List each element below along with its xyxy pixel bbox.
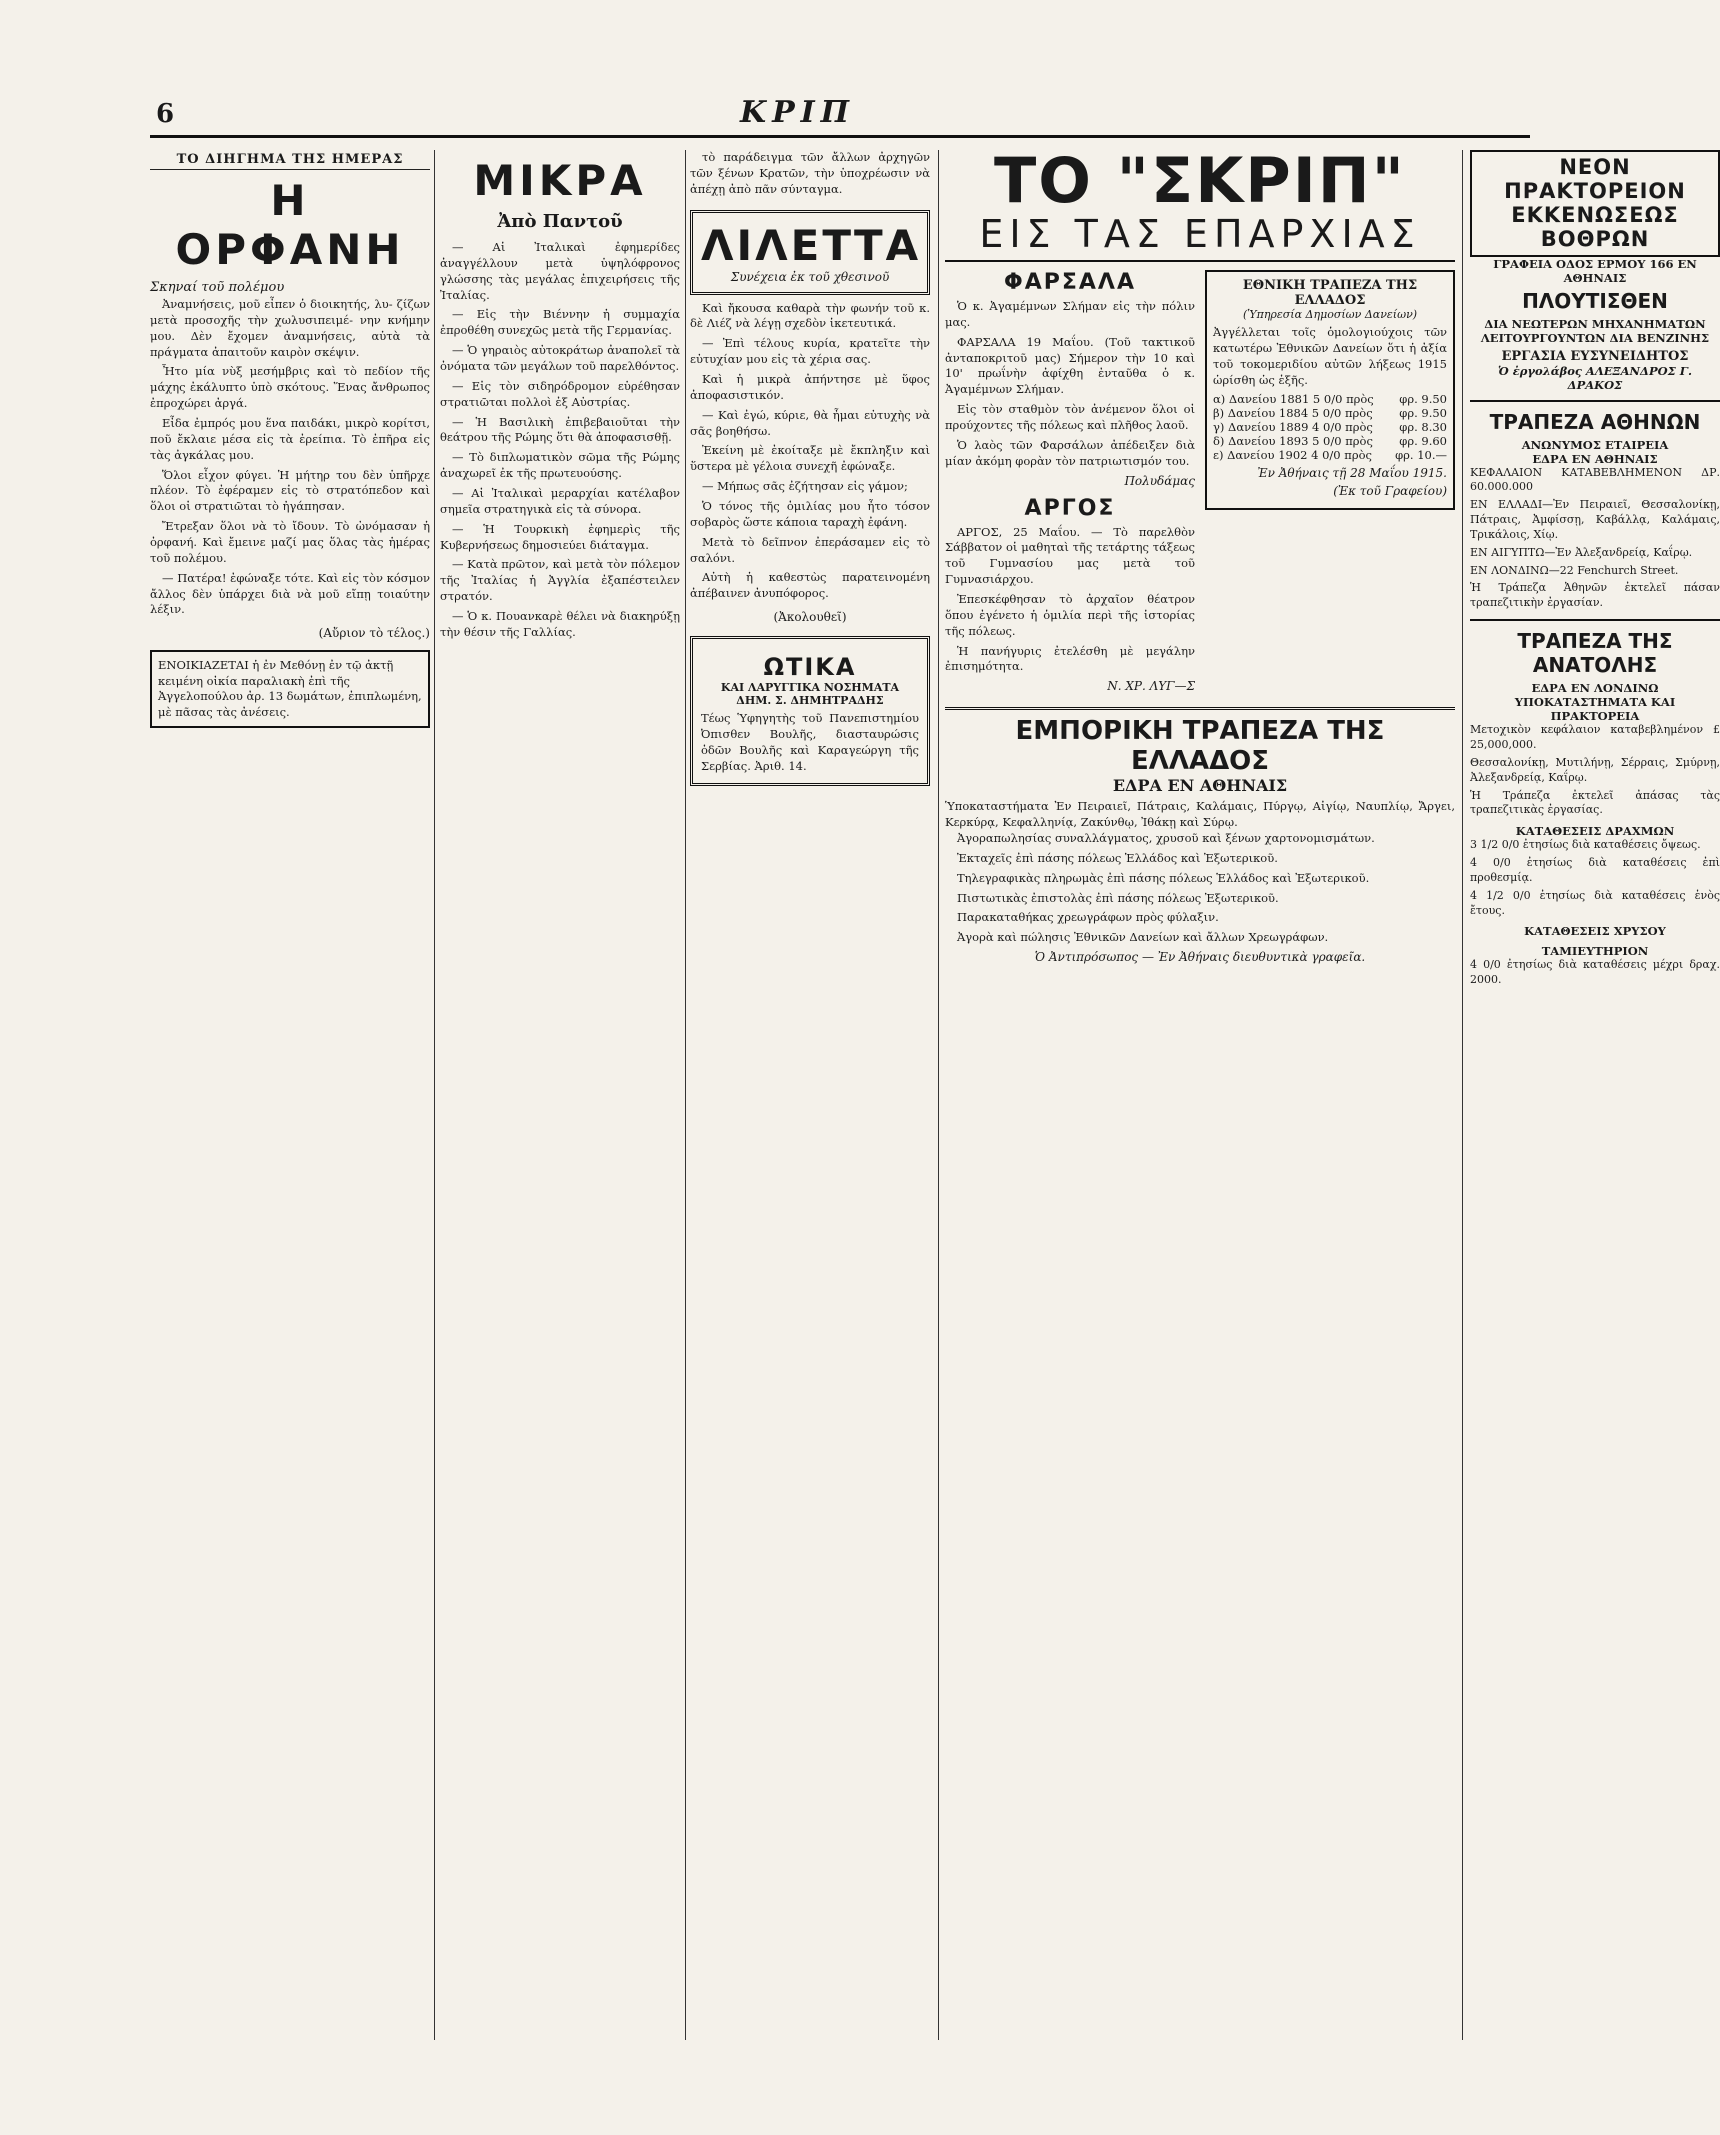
deposit-item: 3 1/2 0/0 ἐτησίως διὰ καταθέσεις ὄψεως. [1470,838,1701,852]
paragraph: ΦΑΡΣΑΛΑ 19 Μαΐου. (Τοῦ τακτικοῦ ἀνταποκριτοῦ μας) Σήμερον τὴν 10 καὶ 10' πρωΐνὴν ἀφίχθη ἐνταῦθα ὁ κ. Ἀγαμέμνων Σλήμαν. [945,334,1195,397]
service-item: Παρακαταθήκας χρεωγράφων πρὸς φύλαξιν. [957,910,1219,925]
story-title: Η ΟΡΦΑΝΗ [175,176,405,274]
doctor-ad-title: ΩΤΙΚΑ [763,653,857,682]
athens-bank-subtitle: ΑΝΩΝΥΜΟΣ ΕΤΑΙΡΕΙΑ [1521,437,1669,452]
rate-list [1213,392,1447,462]
place-heading: ΑΡΓΟΣ [1024,495,1116,521]
skrip-title: ΤΟ "ΣΚΡΙΠ" [994,144,1406,217]
paragraph: τὸ παράδειγμα τῶν ἄλλων ἀρχηγῶν τῶν ξένων Κρατῶν, τὴν ὑποχρέωσιν νὰ ἀπέχῃ ἀπὸ πᾶν σύνταγμα. [690,150,930,196]
paragraph: Θεσσαλονίκῃ, Μυτιλήνῃ, Σέρραις, Σμύρνῃ, Ἀλεξανδρείᾳ, Καΐρῳ. [1470,755,1720,784]
paragraph: Εἰς τὸν σταθμὸν τὸν ἀνέμενον ὅλοι οἱ προύχοντες τῆς πόλεως καὶ πλῆθος λαοῦ. [945,402,1195,433]
mikra-body [440,240,680,641]
newspaper-title: ΚΡΙΠ [740,95,856,130]
rate-row [1213,448,1447,462]
paragraph: Εἶδα ἐμπρός μου ἕνα παιδάκι, μικρὸ κορίτσι, ποῦ ἔκλαιε μέσα εἰς τὰ ἐρείπια. Τὸ ἐπῆρα εἰς τὰς ἀγκάλας μου. [150,416,430,462]
column-rule [685,150,686,2040]
page-number: 6 [156,99,175,129]
ad-agency-address: ΓΡΑΦΕΙΑ ΟΔΟΣ ΕΡΜΟΥ 166 ΕΝ ΑΘΗΝΑΙΣ [1493,256,1697,285]
national-bank-notice [1205,262,1455,697]
liletta-subtitle: Συνέχεια ἐκ τοῦ χθεσινοῦ [730,269,890,284]
paragraph: Ἡ Τράπεζα Ἀθηνῶν ἐκτελεῖ πάσαν τραπεζιτικὴν ἐργασίαν. [1470,581,1720,610]
paragraph: — Ἡ Βασιλικὴ ἐπιβεβαιοῦται τὴν θεάτρου τῆς Ρώμης ὅτι θὰ ἀποφασισθῇ. [440,414,680,445]
doctor-ad [690,636,930,785]
paragraph: Ὅλοι εἶχον φύγει. Ἡ μήτηρ του δὲν ὑπῆρχε πλέον. Τὸ ἐφέραμεν εἰς τὸ στρατόπεδον καὶ ὅλοι οἱ στρατιῶται τὸ ἠγάπησαν. [150,467,430,514]
paragraph: Μετοχικὸν κεφάλαιον καταβεβλημένον £ 25,000,000. [1470,723,1720,751]
rate-value: φρ. 8.30 [1399,420,1447,435]
ad-agency-work: ΕΡΓΑΣΙΑ ΕΥΣΥΝΕΙΔΗΤΟΣ [1501,348,1689,364]
paragraph: Ἐκείνη μὲ ἐκοίταξε μὲ ἔκπληξιν καὶ ὕστερα μὲ γέλοια συνεχῆ ἐφώναξε. [690,443,930,474]
column-ads [1470,150,1720,2040]
paragraph: ΕΝ ΑΙΓΥΠΤΩ—Ἐν Ἀλεξανδρείᾳ, Καΐρῳ. [1470,545,1693,559]
continued-note: (Αὔριον τὸ τέλος.) [318,626,430,641]
paragraph: — Καὶ ἐγώ, κύριε, θὰ ἦμαι εὐτυχὴς νὰ σᾶς βοηθήσω. [690,407,930,438]
bank-office: (Ἐκ τοῦ Γραφείου) [1333,484,1447,499]
service-item: Ἀγορὰ καὶ πώλησις Ἐθνικῶν Δανείων καὶ ἄλλων Χρεωγράφων. [957,930,1329,945]
masthead [150,95,1530,138]
column-mikra [440,150,680,2040]
story-subtitle: Σκηναί τοῦ πολέμου [150,280,285,295]
rate-value: φρ. 9.50 [1399,406,1447,421]
paragraph: ΑΡΓΟΣ, 25 Μαΐου. — Τὸ παρελθὸν Σάββατον οἱ μαθηταὶ τῆς τετάρτης τάξεως τοῦ Γυμνασίου μας μετὰ τοῦ Γυμνασιάρχου. [945,524,1195,587]
ad-agency-contractor: Ὁ ἐργολάβος ΑΛΕΞΑΝΔΡΟΣ Γ. ΔΡΑΚΟΣ [1498,363,1692,392]
classified-ad: ΕΝΟΙΚΙΑΖΕΤΑΙ ἡ ἐν Μεθόνῃ ἐν τῷ ἀκτῇ κειμένη οἰκία παραλιακὴ ἐπὶ τῆς Ἀγγελοπούλου ἀρ. 13 δωμάτων, ἐπιπλωμένη, μὲ πᾶσας τὰς ἀνέσεις. [150,650,430,728]
place-heading: ΦΑΡΣΑΛΑ [1004,270,1136,295]
anatolia-bank-body [1470,723,1720,818]
rate-label: γ) Δανείου 1889 4 0/0 πρὸς [1213,420,1373,435]
rate-row [1213,406,1447,420]
anatolia-bank-title: ΤΡΑΠΕΖΑ ΤΗΣ ΑΝΑΤΟΛΗΣ [1517,629,1673,678]
commercial-bank-branches: Ὑποκαταστήματα Ἐν Πειραιεῖ, Πάτραις, Καλάμαις, Πύργῳ, Αἰγίῳ, Ναυπλίῳ, Ἄργει, Κερκύρᾳ, Κεφαλληνίᾳ, Ζακύνθῳ, Ἰθάκῃ καὶ Σύρῳ. [945,799,1455,830]
column-rule [938,150,939,2040]
treasury-text: 4 0/0 ἐτησίως διὰ καταθέσεις μέχρι δραχ. 2000. [1470,958,1720,987]
paragraph: ΕΝ ΛΟΝΔΙΝΩ—22 Fenchurch Street. [1470,563,1679,577]
paragraph: Ἀναμνήσεις, μοῦ εἶπεν ὁ διοικητής, λυ- ζίζων μετὰ προσοχῆς τὴν χωλυσιπειμέ- νην κνήμην μου. Δὲν ἔχομεν ἀναμνήσεις, αὐτὰ τὰ πράγματα ἀπαιτοῦν καιρὸν σκέψιν. [150,297,430,359]
deposits-list [1470,838,1720,918]
athens-bank-body [1470,466,1720,612]
section-heading: ΤΟ ΔΙΗΓΗΜΑ ΤΗΣ ΗΜΕΡΑΣ [150,150,430,170]
liletta-title: ΛΙΛΕΤΤΑ [701,220,922,270]
rate-label: ε) Δανείου 1902 4 0/0 πρὸς [1213,448,1372,463]
column-skrip [945,144,1455,2040]
paragraph: Ἡ Τράπεζα ἐκτελεῖ ἀπάσας τὰς τραπεζιτικὰς ἐργασίας. [1470,788,1720,817]
continued-note: (Ἀκολουθεῖ) [773,610,847,625]
ad-agency-line: ΔΙΑ ΝΕΩΤΕΡΩΝ ΜΗΧΑΝΗΜΑΤΩΝ [1484,316,1706,331]
commercial-bank-footer: Ὁ Ἀντιπρόσωπος — Ἐν Ἀθήναις διευθυντικὰ γραφεῖα. [1034,950,1366,965]
paragraph: Ὁ κ. Ἀγαμέμνων Σλήμαν εἰς τὴν πόλιν μας. [945,299,1195,329]
anatolia-bank-branches: ΥΠΟΚΑΤΑΣΤΗΜΑΤΑ ΚΑΙ ΠΡΑΚΤΟΡΕΙΑ [1514,695,1676,724]
ad-agency-title: ΝΕΟΝ ΠΡΑΚΤΟΡΕΙΟΝ ΕΚΚΕΝΩΣΕΩΣ ΒΟΘΡΩΝ [1470,150,1720,257]
rate-label: β) Δανείου 1884 5 0/0 πρὸς [1213,406,1373,421]
doctor-ad-body: Τέως Ὑφηγητὴς τοῦ Πανεπιστημίου Ὀπισθεν Βουλῆς, διασταυρώσις ὁδῶν Βουλῆς καὶ Καραγεώργη τῆς Σερβίας. Ἀριθ. 14. [701,711,919,773]
paragraph: — Εἰς τὴν Βιέννην ἡ συμμαχία ἐπροθέθη συνεχῶς μετὰ τῆς Γερμανίας. [440,307,680,338]
paragraph: Ἡ πανήγυρις ἐτελέσθη μὲ μεγάλην ἐπισημότητα. [945,643,1195,674]
bank-subtitle: (Ὑπηρεσία Δημοσίων Δανείων) [1242,308,1418,321]
signature: Πολυδάμας [1124,473,1195,488]
paragraph: ΚΕΦΑΛΑΙΟΝ ΚΑΤΑΒΕΒΛΗΜΕΝΟΝ ΔΡ. 60.000.000 [1470,465,1720,494]
paragraph: — Αἱ Ἰταλικαὶ ἐφημερίδες ἀναγγέλλουν μετὰ ὑψηλόφρονος γλώσσης τὰς μεγάλας ἐπιχειρήσεις τῆς Ἰταλίας. [440,240,680,302]
commercial-bank-title: ΕΜΠΟΡΙΚΗ ΤΡΑΠΕΖΑ ΤΗΣ ΕΛΛΑΔΟΣ [945,707,1455,776]
paragraph: Ἦτο μία νὺξ μεσήμβρις καὶ τὸ πεδίον τῆς μάχης ἐκάλυπτο ὑπὸ σκότους. Ἕνας ἄνθρωπος ἐπροχώρει ἀργά. [150,364,430,411]
newspaper-page [150,95,1720,2055]
skrip-subtitle: ΕΙΣ ΤΑΣ ΕΠΑΡΧΙΑΣ [945,212,1455,262]
athens-bank-title: ΤΡΑΠΕΖΑ ΑΘΗΝΩΝ [1489,409,1701,434]
deposit-item: 4 0/0 ἐτησίως διὰ καταθέσεις ἐπὶ προθεσμίᾳ. [1470,856,1720,884]
paragraph: Καὶ ἤκουσα καθαρὰ τὴν φωνήν τοῦ κ. δὲ Λιέζ νὰ λέγῃ σχεδὸν ἱκετευτικά. [690,300,930,331]
paragraph: — Ὁ κ. Πουανκαρὲ θέλει νὰ διακηρύξῃ τὴν θέσιν τῆς Γαλλίας. [440,609,680,639]
ad-agency-headline: ΠΛΟΥΤΙΣΘΕΝ [1522,288,1668,313]
rate-value: φρ. 9.50 [1399,392,1447,407]
paragraph: — Πατέρα! ἐφώναξε τότε. Καὶ εἰς τὸν κόσμον ἄλλος δὲν ὑπάρχει διὰ νὰ μοῦ εἴπῃ τοιαύτην λέξιν. [150,570,430,617]
column-story [150,150,430,2040]
rate-row [1213,420,1447,434]
paragraph: — Ἡ Τουρκικὴ ἐφημερὶς τῆς Κυβερνήσεως δημοσιεύει διάταγμα. [440,521,680,552]
ad-agency-line: ΛΕΙΤΟΥΡΓΟΥΝΤΩΝ ΔΙΑ ΒΕΝΖΙΝΗΣ [1480,330,1710,345]
paragraph: Ἐπεσκέφθησαν τὸ ἀρχαῖον θέατρον ὅπου ἐγένετο ἡ ὁμιλία περὶ τῆς ἱστορίας τῆς πόλεως. [945,592,1195,638]
paragraph: — Ὁ γηραιὸς αὐτοκράτωρ ἀναπολεῖ τὰ ὀνόματα τῶν μεγάλων τοῦ παρελθόντος. [440,343,680,374]
athens-bank-seat: ΕΔΡΑ ΕΝ ΑΘΗΝΑΙΣ [1532,451,1658,466]
service-item: Τηλεγραφικὰς πληρωμὰς ἐπὶ πάσης πόλεως Ἑλλάδος καὶ Ἐξωτερικοῦ. [957,870,1370,885]
paragraph: ΕΝ ΕΛΛΑΔΙ—Ἐν Πειραιεῖ, Θεσσαλονίκῃ, Πάτραις, Ἀμφίσσῃ, Καβάλλᾳ, Καλάμαις, Τρικάλοις, Χίῳ. [1470,498,1720,541]
column-rule [434,150,435,2040]
divider [1470,400,1720,402]
gold-deposits-heading: ΚΑΤΑΘΕΣΕΙΣ ΧΡΥΣΟΥ [1524,924,1666,939]
mikra-subtitle: Ἀπὸ Παντοῦ [497,211,623,232]
column-liletta [690,150,930,2040]
paragraph: — Κατὰ πρῶτον, καὶ μετὰ τὸν πόλεμον τῆς Ἰταλίας ἡ Ἀγγλία ἐξαπέστειλεν στρατόν. [440,557,680,604]
bank-title: ΕΘΝΙΚΗ ΤΡΑΠΕΖΑ ΤΗΣ ΕΛΛΑΔΟΣ [1242,278,1418,308]
liletta-title-box [690,210,930,295]
rate-row [1213,434,1447,448]
rate-value: φρ. 10.— [1395,448,1447,463]
deposits-heading: ΚΑΤΑΘΕΣΕΙΣ ΔΡΑΧΜΩΝ [1515,824,1675,839]
story-body [150,297,430,618]
paragraph: Ἔτρεξαν ὅλοι νὰ τὸ ἴδουν. Τὸ ὠνόμασαν ἡ ὀρφανή. Καὶ ἔμεινε μαζί μας ὅλας τὰς ἡμέρας τοῦ πολέμου. [150,519,430,565]
treasury-heading: ΤΑΜΙΕΥΤΗΡΙΟΝ [1541,944,1649,959]
paragraph: — Τὸ διπλωματικὸν σῶμα τῆς Ρώμης ἀναχωρεῖ ἐκ τῆς πρωτευούσης. [440,450,680,481]
paragraph: Αὐτὴ ἡ καθεστὼς παρατεινομένη ἀπέβαινεν ἀνυπόφορος. [690,570,930,601]
service-item: Ἐκταχεῖς ἐπὶ πάσης πόλεως Ἑλλάδος καὶ Ἐξωτερικοῦ. [957,850,1278,865]
paragraph: Μετὰ τὸ δεῖπνον ἐπεράσαμεν εἰς τὸ σαλόνι. [690,534,930,565]
deposit-item: 4 1/2 0/0 ἐτησίως διὰ καταθέσεις ἑνὸς ἔτους. [1470,888,1720,917]
divider [1470,619,1720,621]
liletta-intro [690,150,930,198]
column-rule [1462,150,1463,2040]
rate-label: α) Δανείου 1881 5 0/0 πρὸς [1213,392,1374,407]
anatolia-bank-seat: ΕΔΡΑ ΕΝ ΛΟΝΔΙΝΩ [1531,681,1659,696]
rate-value: φρ. 9.60 [1399,434,1447,449]
service-item: Ἀγοραπωλησίας συναλλάγματος, χρυσοῦ καὶ ξένων χαρτονομισμάτων. [957,831,1375,846]
service-item: Πιστωτικὰς ἐπιστολὰς ἐπὶ πάσης πόλεως Ἐξωτερικοῦ. [957,890,1279,905]
paragraph: — Μήπως σᾶς ἐζήτησαν εἰς γάμον; [702,479,908,494]
paragraph: — Αἱ Ἰταλικαὶ μεραρχίαι κατέλαβον σημεῖα στρατηγικὰ εἰς τὰ σύνορα. [440,486,680,516]
doctor-ad-subtitle: ΚΑΙ ΛΑΡΥΓΓΙΚΑ ΝΟΣΗΜΑΤΑ [720,681,900,695]
farsala-report [945,262,1195,697]
bank-date: Ἐν Ἀθήναις τῇ 28 Μαΐου 1915. [1257,466,1447,481]
mikra-title: ΜΙΚΡΑ [473,156,647,205]
rate-label: δ) Δανείου 1893 5 0/0 πρὸς [1213,434,1373,449]
liletta-body [690,301,930,603]
commercial-bank-seat: ΕΔΡΑ ΕΝ ΑΘΗΝΑΙΣ [1112,776,1288,796]
commercial-bank-services [945,831,1455,946]
paragraph: Ὁ τόνος τῆς ὁμιλίας μου ἦτο τόσον σοβαρὸς ὥστε κάποια ταραχὴ ἐφάνη. [690,499,930,529]
paragraph: Ὁ λαὸς τῶν Φαρσάλων ἀπέδειξεν διὰ μίαν ἀκόμη φορὰν τὸν πατριωτισμόν του. [945,437,1195,468]
rate-row [1213,392,1447,406]
provinces-news [945,262,1455,697]
signature: Ν. ΧΡ. ΛΥΓ—Σ [1107,679,1195,694]
bank-text: Ἀγγέλλεται τοῖς ὁμολογιούχοις τῶν κατωτέρω Ἐθνικῶν Δανείων ὅτι ἡ ἀξία τοῦ τοκομεριδίου αὐτῶν λήξεως 1915 ὡρίσθη ὡς ἑξῆς. [1213,325,1447,387]
doctor-name: ΔΗΜ. Σ. ΔΗΜΗΤΡΑΔΗΣ [736,694,884,708]
paragraph: — Ἐπὶ τέλους κυρία, κρατεῖτε τὴν εὐτυχίαν μου εἰς τὰ χέρια σας. [690,336,930,367]
paragraph: — Εἰς τὸν σιδηρόδρομον εὑρέθησαν στρατιῶται πολλοὶ ἐξ Αὐστρίας. [440,378,680,409]
paragraph: Καὶ ἡ μικρὰ ἀπήντησε μὲ ὕφος ἀποφασιστικόν. [690,372,930,402]
